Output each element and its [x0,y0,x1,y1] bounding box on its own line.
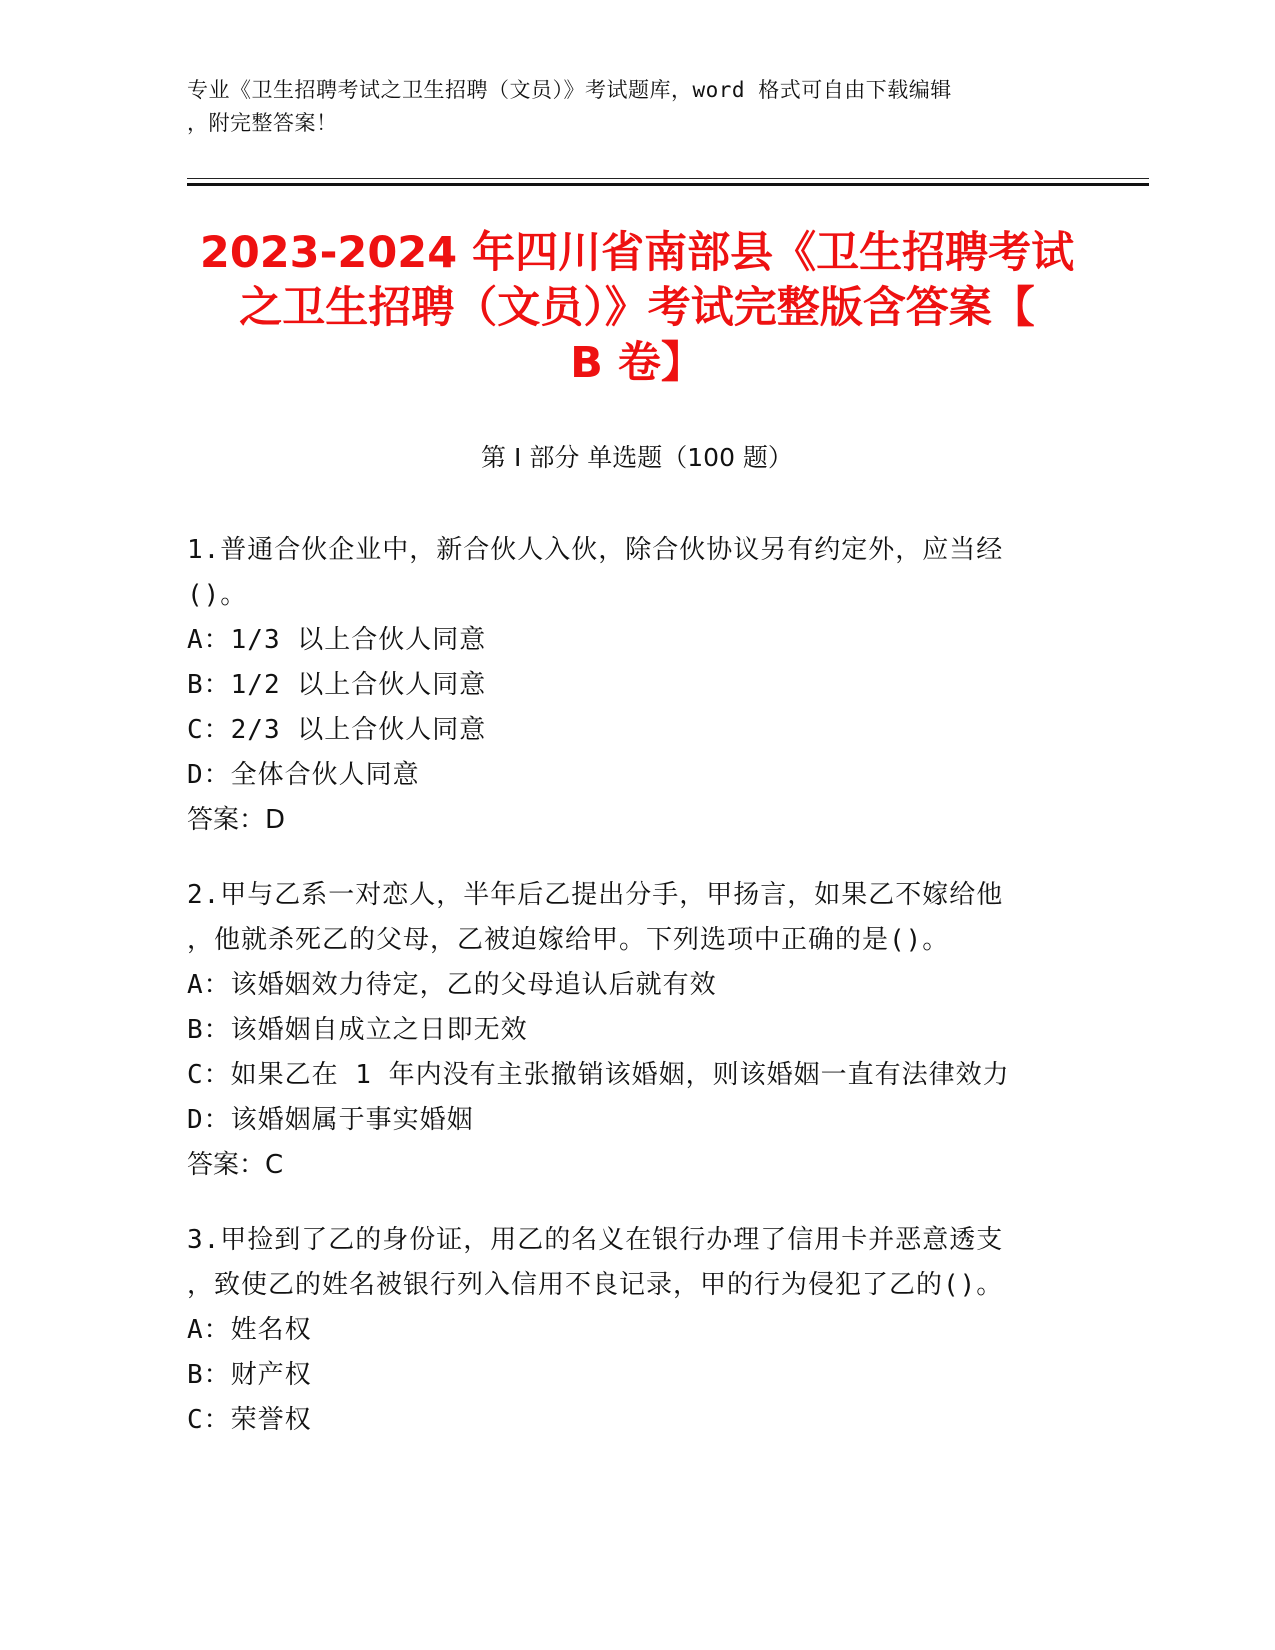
question-stem-line: 3.甲捡到了乙的身份证，用乙的名义在银行办理了信用卡并恶意透支 [187,1225,1004,1255]
question-stem-line: ()。 [187,580,248,610]
option-c: C：如果乙在 1 年内没有主张撤销该婚姻，则该婚姻一直有法律效力 [187,1060,1010,1090]
header-divider-thick [187,183,1149,186]
option-b: B：1/2 以上合伙人同意 [187,670,487,700]
title-line-3: B 卷】 [570,338,704,388]
option-b: B：财产权 [187,1360,312,1390]
header-note [187,74,1087,140]
option-d: D：全体合伙人同意 [187,760,420,790]
question-stem-line: 1.普通合伙企业中，新合伙人入伙，除合伙协议另有约定外，应当经 [187,535,1004,565]
question-stem-line: ，致使乙的姓名被银行列入信用不良记录，甲的行为侵犯了乙的()。 [187,1270,1004,1300]
option-d: D：该婚姻属于事实婚姻 [187,1105,474,1135]
document-title [187,226,1087,391]
question-2 [187,873,1107,1188]
header-note-line-1: 专业《卫生招聘考试之卫生招聘（文员）》考试题库，word 格式可自由下载编辑 [187,78,952,102]
answer-line: 答案：C [187,1150,284,1180]
answer-line: 答案：D [187,805,286,835]
question-stem-line: ，他就杀死乙的父母，乙被迫嫁给甲。下列选项中正确的是()。 [187,925,950,955]
question-stem-line: 2.甲与乙系一对恋人，半年后乙提出分手，甲扬言，如果乙不嫁给他 [187,880,1004,910]
option-c: C：荣誉权 [187,1405,312,1435]
option-a: A：该婚姻效力待定，乙的父母追认后就有效 [187,970,717,1000]
question-list [187,528,1107,1473]
option-a: A：1/3 以上合伙人同意 [187,625,487,655]
option-b: B：该婚姻自成立之日即无效 [187,1015,528,1045]
header-divider-thin [187,178,1149,179]
title-line-1: 2023-2024 年四川省南部县《卫生招聘考试 [199,228,1075,278]
option-a: A：姓名权 [187,1315,312,1345]
question-1 [187,528,1107,843]
header-note-line-2: ，附完整答案！ [187,111,338,135]
option-c: C：2/3 以上合伙人同意 [187,715,487,745]
title-line-2: 之卫生招聘（文员）》考试完整版含答案【 [239,283,1035,333]
question-3 [187,1218,1107,1443]
section-heading: 第 I 部分 单选题（100 题） [481,443,793,472]
